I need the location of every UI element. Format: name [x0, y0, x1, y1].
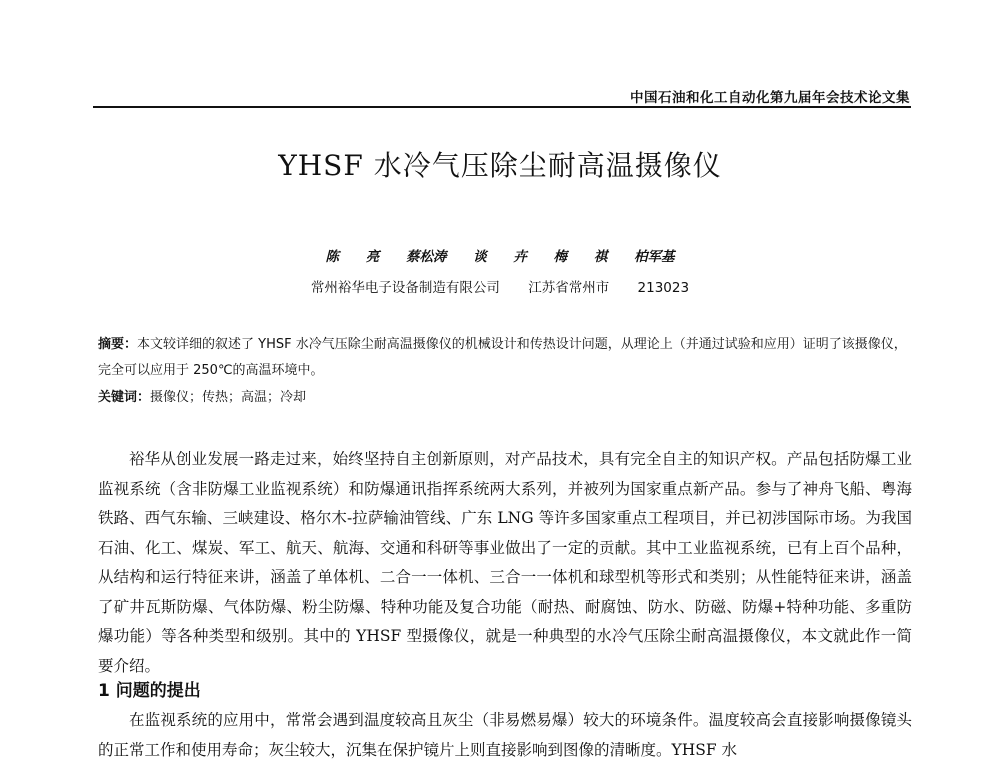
- section-heading: 1 问题的提出: [98, 681, 201, 701]
- author-list: 陈 亮 蔡松涛 谈 卉 梅 祺 柏军基: [325, 249, 675, 265]
- header-rule: [93, 106, 911, 108]
- abstract-label: 摘要：: [98, 337, 138, 352]
- running-header: 中国石油和化工自动化第九届年会技术论文集: [630, 90, 910, 106]
- affiliation-location: 江苏省常州市: [528, 280, 610, 296]
- keywords: [98, 385, 910, 411]
- affiliation: [0, 276, 1000, 296]
- intro-paragraph: 裕华从创业发展一路走过来，始终坚持自主创新原则，对产品技术，具有完全自主的知识产权。产品包括防爆工业监视系统（含非防爆工业监视系统）和防爆通讯指挥系统两大系列，并被列为国家重点新产品。参与了神舟飞船、粤海铁路、西气东输、三峡建设、格尔木-拉萨输油管线、广东 LNG 等许多国家重点工程项目，并已初涉国际市场。为我国石油、化工、煤炭、军工、航天、航海、交通和科研等事业做出了一定的贡献。其中工业监视系统，已有上百个品种，从结构和运行特征来讲，涵盖了单体机、二合一一体机、三合一一体机和球型机等形式和类别；从性能特征来讲，涵盖了矿井瓦斯防爆、气体防爆、粉尘防爆、特种功能及复合功能（耐热、耐腐蚀、防水、防磁、防爆+特种功能、多重防爆功能）等各种类型和级别。其中的 YHSF 型摄像仪，就是一种典型的水冷气压除尘耐高温摄像仪，本文就此作一简要介绍。: [98, 450, 912, 675]
- keywords-label: 关键词：: [98, 390, 151, 405]
- abstract: [98, 332, 910, 384]
- affiliation-postcode: 213023: [637, 280, 690, 296]
- paper-title: YHSF 水冷气压除尘耐高温摄像仪: [278, 149, 722, 182]
- section-paragraph: 在监视系统的应用中，常常会遇到温度较高且灰尘（非易燃易爆）较大的环境条件。温度较高会直接影响摄像镜头的正常工作和使用寿命；灰尘较大，沉集在保护镜片上则直接影响到图像的清晰度。YHSF 水: [98, 711, 912, 759]
- abstract-text: 本文较详细的叙述了 YHSF 水冷气压除尘耐高温摄像仪的机械设计和传热设计问题，从理论上（并通过试验和应用）证明了该摄像仪，完全可以应用于 250℃的高温环境中。: [98, 337, 907, 378]
- affiliation-org: 常州裕华电子设备制造有限公司: [310, 280, 500, 296]
- keywords-text: 摄像仪；传热；高温；冷却: [150, 390, 307, 405]
